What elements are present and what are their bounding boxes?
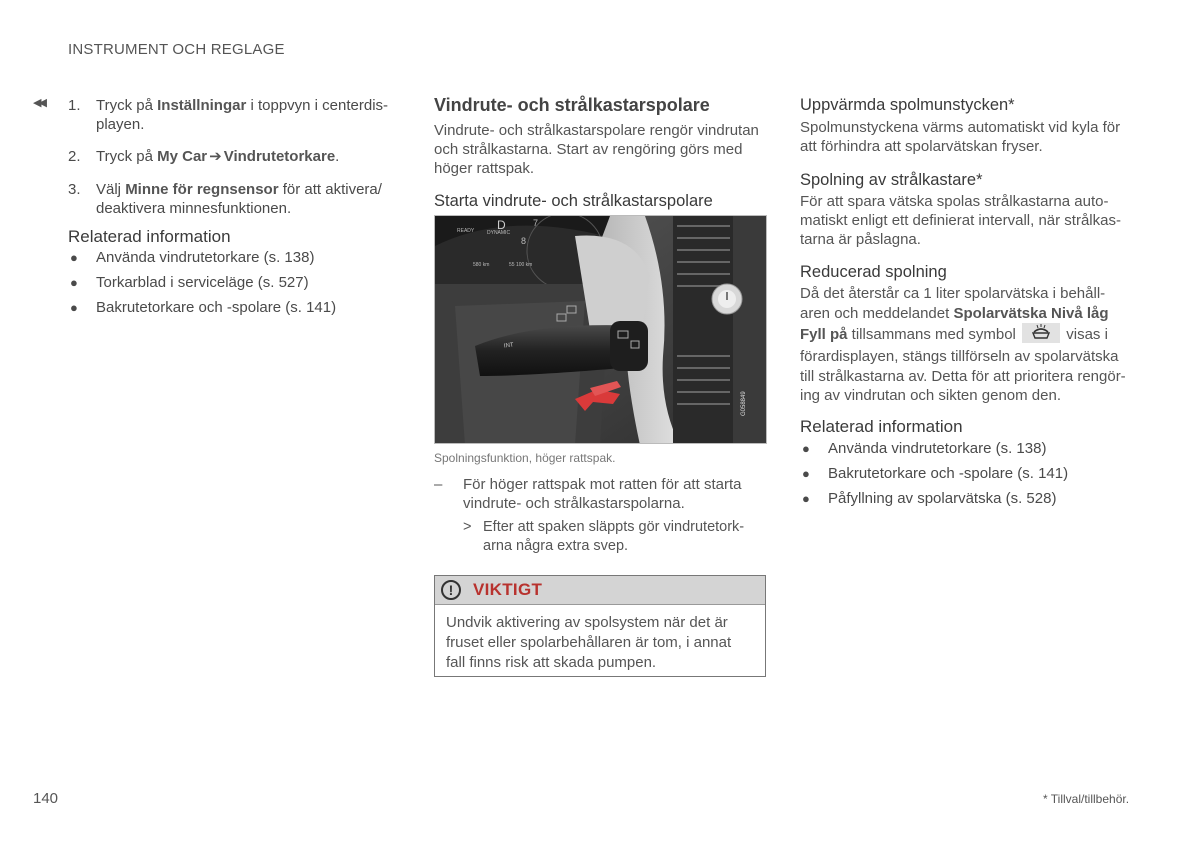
dash-num: 8 (521, 236, 527, 246)
dash-ready: READY (457, 228, 475, 234)
link-text: Bakrutetorkare och -spolare (s. 141) (96, 299, 337, 316)
related-list-right (800, 439, 1140, 514)
warning-label: VIKTIGT (473, 580, 543, 599)
text-line: höger rattspak. (434, 160, 535, 177)
step-number: 1. (68, 97, 81, 114)
page-number: 140 (33, 790, 59, 807)
warning-header (435, 576, 765, 605)
ui-message: Spolarvätska Nivå låg (953, 304, 1109, 322)
related-link[interactable] (68, 298, 398, 317)
left-column (68, 96, 398, 229)
ui-term: Inställningar (157, 97, 247, 114)
step-number: 2. (68, 148, 81, 165)
text-line: och strålkastarna. Start av rengöring görs med (434, 141, 743, 158)
text-line: För höger rattspak mot ratten för att starta (463, 476, 742, 493)
text-line: tillsammans med symbol (847, 326, 1021, 343)
step-text: Välj (96, 181, 126, 198)
illustration-svg (435, 216, 767, 444)
reduced-washing-title: Reducerad spolning (800, 263, 947, 281)
text-line: att förhindra att spolarvätskan fryser. (800, 138, 1043, 155)
text-line: Efter att spaken släppts gör vindrutetork- (483, 519, 745, 535)
result (463, 518, 783, 556)
step-text: playen. (96, 116, 145, 133)
related-link[interactable] (800, 489, 1140, 508)
washer-fluid-icon (1022, 323, 1060, 343)
heated-nozzles-title: Uppvärmda spolmunstycken* (800, 96, 1015, 114)
arrow-icon: ➔ (209, 148, 222, 165)
section-header: INSTRUMENT OCH REGLAGE (68, 41, 285, 58)
related-link[interactable] (68, 248, 398, 267)
ui-term: Vindrutetorkare (223, 148, 336, 165)
bullet-icon: ● (70, 275, 78, 290)
related-link[interactable] (68, 273, 398, 292)
footnote: * Tillval/tillbehör. (1043, 792, 1130, 806)
image-caption: Spolningsfunktion, höger rattspak. (434, 451, 616, 465)
related-list-left (68, 248, 398, 323)
text-line: vindrute- och strålkastarspolarna. (463, 495, 685, 512)
intro-paragraph (434, 121, 774, 178)
text-line: Vindrute- och strålkastarspolare rengör vindrutan (434, 122, 759, 139)
text-line: fruset eller spolarbehållaren är tom, i annat (446, 634, 732, 651)
dash-gear: D (497, 218, 506, 232)
bullet-icon: ● (802, 466, 810, 481)
link-text: Använda vindrutetorkare (s. 138) (828, 440, 1047, 457)
text-line: Spolmunstyckena värms automatiskt vid kyla för (800, 119, 1121, 136)
subsection-title: Starta vindrute- och strålkastarspolare (434, 192, 713, 210)
continuation-marker: ◀◀ (33, 97, 44, 109)
warning-box (434, 575, 766, 677)
step-text: Tryck på (96, 97, 158, 114)
headlamp-washing-title: Spolning av strålkastare* (800, 171, 983, 189)
related-link[interactable] (800, 464, 1140, 483)
headlamp-washing-text (800, 192, 1145, 249)
step-number: 3. (68, 181, 81, 198)
bullet-icon: ● (802, 491, 810, 506)
text-line: tarna är påslagna. (800, 231, 921, 248)
step-text: deaktivera minnesfunktionen. (96, 200, 292, 217)
stalk-illustration (434, 215, 767, 444)
related-heading-right: Relaterad information (800, 417, 963, 436)
stalk-label: INT (503, 342, 515, 350)
instruction (434, 475, 779, 513)
text-line: förardisplayen, stängs tillförseln av spolarvätska (800, 348, 1119, 365)
related-link[interactable] (800, 439, 1140, 458)
ui-message: Fyll på (800, 326, 848, 343)
bullet-icon: ● (70, 250, 78, 265)
step-text: i toppvyn i centerdis- (246, 97, 389, 114)
step-item (68, 147, 398, 166)
text-line: fall finns risk att skada pumpen. (446, 654, 657, 671)
ui-term: Minne för regnsensor (125, 181, 279, 198)
dash-odo: 580 km (473, 262, 490, 268)
step-text: för att aktivera/ (278, 181, 382, 198)
dash-num: 7 (533, 218, 539, 228)
step-item (68, 96, 398, 134)
text-line: För att spara vätska spolas strålkastarna auto- (800, 193, 1109, 210)
warning-icon: ! (441, 580, 461, 600)
text-line: Då det återstår ca 1 liter spolarvätska i behåll- (800, 285, 1106, 302)
text-line: aren och meddelandet (800, 304, 954, 322)
result-marker: > (463, 519, 472, 535)
ui-term: My Car (157, 148, 208, 165)
bullet-icon: ● (802, 441, 810, 456)
text-line: Undvik aktivering av spolsystem när det är (446, 614, 728, 631)
step-text: Tryck på (96, 148, 158, 165)
heated-nozzles-text (800, 118, 1140, 156)
link-text: Torkarblad i serviceläge (s. 527) (96, 274, 309, 291)
step-item (68, 180, 398, 218)
dash-odo: 55 100 km (509, 262, 533, 268)
reduced-washing-text (800, 284, 1145, 406)
dash-marker: – (434, 476, 443, 493)
link-text: Använda vindrutetorkare (s. 138) (96, 249, 315, 266)
dash-dynamic: DYNAMIC (487, 230, 511, 236)
text-line: till strålkastarna av. Detta för att prioritera rengör- (800, 367, 1126, 385)
text-line: ing av vindrutan och sikten genom den. (800, 387, 1061, 404)
step-text: . (335, 148, 340, 165)
bullet-icon: ● (70, 300, 78, 315)
text-line: visas i (1062, 326, 1108, 343)
image-code: G058849 (741, 391, 747, 416)
link-text: Bakrutetorkare och -spolare (s. 141) (828, 465, 1069, 482)
warning-text (435, 605, 765, 683)
link-text: Påfyllning av spolarvätska (s. 528) (828, 490, 1057, 507)
related-heading-left: Relaterad information (68, 227, 231, 246)
section-title: Vindrute- och strålkastarspolare (434, 95, 710, 115)
text-line: matiskt enligt ett definierat intervall, när strålkas- (800, 212, 1121, 229)
text-line: arna några extra svep. (483, 538, 629, 554)
steps-list (68, 96, 398, 218)
